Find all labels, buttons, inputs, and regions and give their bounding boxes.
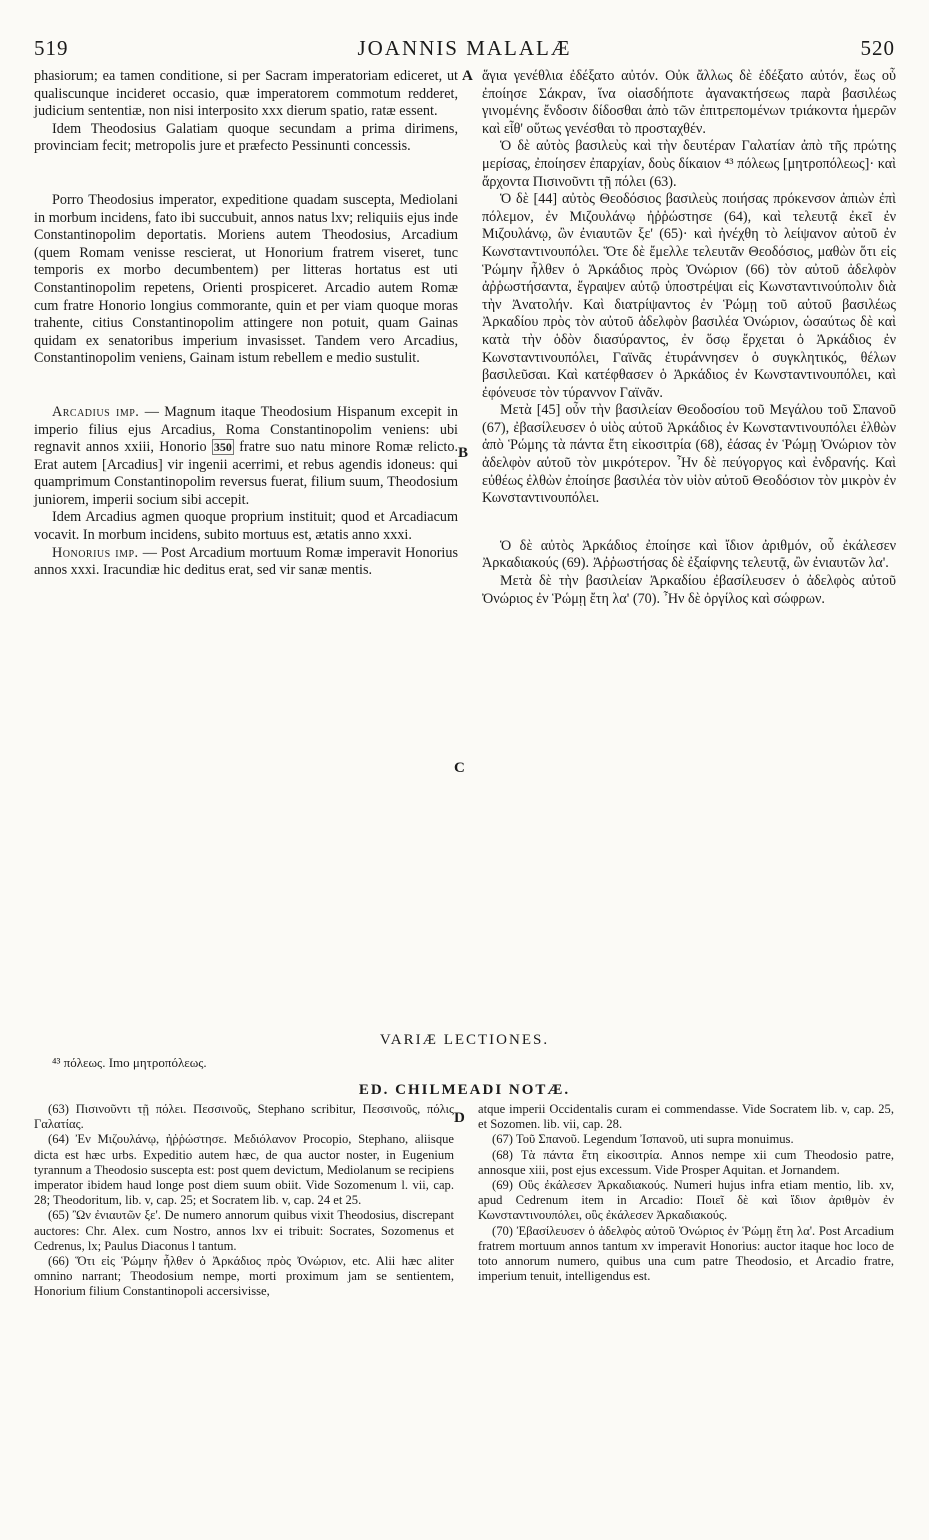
footnote: (70) Ἐβασίλευσεν ὁ ἀδελφὸς αὐτοῦ Ὀνώριος ἐν Ῥώμῃ ἔτη λα'. Post Arcadium fratrem mortuum annos tantum xv imperavit Honorius: auctor itaque hoc loco de toto annorum numero, quibus una cum patre Theodosio, et Arcadio fratre, imperium tenuit, intelligendus est. bbox=[478, 1223, 894, 1284]
page-number-right: 520 bbox=[860, 36, 895, 60]
running-head bbox=[34, 36, 895, 60]
footnote: (69) Οὓς ἐκάλεσεν Ἀρκαδιακούς. Numeri hujus infra etiam mentio, lib. xv, apud Cedrenum item in Arcadio: Ποιεῖ δὲ καὶ ἴδιον ἀριθμὸν ἐν Κωνσταντινουπόλει, οὓς ἐκάλεσεν Ἀρκαδιακούς. bbox=[478, 1178, 894, 1223]
notes-heading: ED. CHILMEADI NOTÆ. bbox=[358, 1082, 571, 1098]
margin-marker-d: D bbox=[454, 1110, 465, 1126]
greek-column bbox=[482, 68, 896, 608]
footnote: (68) Τὰ πάντα ἔτη εἰκοσιτρία. Annos nempe xii cum Theodosio patre, annosque xiii, post ejus excessum. Vide Prosper Aquitan. et Jornandem. bbox=[478, 1147, 894, 1177]
latin-text: fratre suo natu minore Romæ relicto. Erat autem [Arcadius] vir ingenii acerrimi, et rebus agendis idoneus: qui quamprimum Constantinopolim reversus fuerat, filium suum, Theodosium juniorem, imperii socium sibi accepit. bbox=[34, 439, 459, 508]
latin-column bbox=[34, 68, 458, 580]
notes-right-column bbox=[478, 1102, 894, 1284]
section-label-arcadius: Arcadius imp. bbox=[52, 403, 140, 420]
footnote: (64) Ἐν Μιζουλάνῳ, ἠῤῥώστησε. Μεδιόλανον Procopio, Stephano, aliisque dicta est hæc urbs. Expeditio autem hæc, de qua auctor noster, in Eugenium tyrannum a Theodosio suscepta est: post quem devictum, Mediolanum se recipiens imperator ibidem haud longe post diem suum obiit. Vide Sozomenum l. vii, cap. 28; Theodoritum, lib. v, cap. 25; et Socratem lib. v, cap. 24 et 25. bbox=[34, 1132, 454, 1208]
greek-paragraph: Ὁ δὲ [44] αὐτὸς Θεοδόσιος βασιλεὺς ποιήσας πρόκενσον ἀπιὼν ἐπὶ πόλεμον, ἐν Μιζουλάνῳ ἠῤῥώστησε (64), καὶ τελευτᾷ ἐκεῖ ἐν Μιζουλάνῳ, ὢν ἐνιαυτῶν ξε' (65)· καὶ ἠνέχθη τὸ λείψανον αὐτοῦ ἐν Κωνσταντινουπόλει. Ὅτε δὲ ἔμελλε τελευτᾶν Θεοδόσιος, μαθὼν ὅτι εἰς Ῥώμην ἦλθεν ὁ Ἀρκάδιος πρὸς Ὀνώριον (66) τὸν αὐτοῦ ἀδελφὸν ἀῤῥωστήσαντα, ἔγραψεν αὐτῷ ὑποστρέψαι εἰς Κωνσταντινούπολιν διὰ τὴν Ἀνατολήν. Καὶ διατρίψαντος ἐν Ῥώμῃ τοῦ αὐτοῦ βασιλέως Ἀρκαδίου πρὸς τὸν αὐτοῦ ἀδελφὸν βασιλέα Ὀνώριον, ὡσαύτως δὲ καὶ κατὰ τὴν ὁδὸν διασύραντος, ἐν ὅσῳ ἔρχεται ὁ Ἀρκάδιος ἐν Κωνσταντινουπόλει, Γαϊνᾶς ἐτυράννησεν ὁ συγκλητικός, θέλων βασιλεῦσαι. Καὶ κατέφθασεν ὁ Ἀρκάδιος ἐν Κωνσταντινουπόλει, καὶ ἐφόνευσε τὸν τύραννον Γαϊνᾶν. bbox=[482, 191, 896, 401]
latin-paragraph-arcadius bbox=[34, 404, 458, 510]
latin-paragraph: Idem Theodosius Galatiam quoque secundam a prima dirimens, provinciam fecit; metropolis jure et præfecto Pessinunti concessis. bbox=[34, 120, 458, 155]
margin-marker-b: B bbox=[458, 445, 469, 461]
greek-paragraph: Ὁ δὲ αὐτὸς Ἀρκάδιος ἐποίησε καὶ ἴδιον ἀριθμόν, οὗ ἐκάλεσεν Ἀρκαδιακούς (69). Ἀῤῥωστήσας δὲ ἐξαίφνης τελευτᾷ, ὢν ἐνιαυτῶν λα'. bbox=[482, 537, 896, 572]
footnote: (66) Ὅτι εἰς Ῥώμην ἦλθεν ὁ Ἀρκάδιος πρὸς Ὀνώριον, etc. Alii hæc aliter omnino narrant; Theodosium nempe, morti proximum jam se sentientem, Honorium filium Constantinopoli accersivisse, bbox=[34, 1254, 454, 1299]
footnote: (65) Ὢν ἐνιαυτῶν ξε'. De numero annorum quibus vixit Theodosius, discrepant auctores: Chr. Alex. cum Nostro, annos lxv ei tribuit: Socrates, Sozomenus et Cedrenus, lx; Paulus Diaconus l tantum. bbox=[34, 1208, 454, 1253]
latin-paragraph: Idem Arcadius agmen quoque proprium instituit; quod et Arcadiacum vocavit. In morbum incidens, subito mortuus est, ætatis anno xxxi. bbox=[34, 509, 458, 544]
footnote: (67) Τοῦ Σπανοῦ. Legendum Ἰσπανοῦ, uti supra monuimus. bbox=[492, 1132, 794, 1147]
section-label-honorius: Honorius imp. bbox=[52, 544, 139, 561]
variae-lectiones-heading: VARIÆ LECTIONES. bbox=[379, 1032, 550, 1048]
margin-marker-c: C bbox=[454, 760, 465, 776]
margin-marker-a: A bbox=[462, 68, 473, 84]
running-title: JOANNIS MALALÆ bbox=[357, 36, 572, 60]
greek-paragraph: ἅγια γενέθλια ἐδέξατο αὐτόν. Οὐκ ἄλλως δὲ ἐδέξατο αὐτόν, ἕως οὗ ἐποίησε Σάκραν, ἵνα οἱασδήποτε ἀγανακτήσεως παρὰ βασιλέως γινομένης ἔνδοσιν δίδοσθαι ἀπὸ τῶν ἐπιτρεπομένων τριάκοντα ἡμερῶν καὶ εἶθ' οὕτως γενέσθαι τὸ προσταχθέν. bbox=[482, 68, 896, 137]
greek-paragraph: Μετὰ [45] οὖν τὴν βασιλείαν Θεοδοσίου τοῦ Μεγάλου τοῦ Σπανοῦ (67), ἐβασίλευσεν ὁ υἱὸς αὐτοῦ Ἀρκάδιος ἐν Κωνσταντινουπόλει ἐλθὼν ἀπὸ Ῥώμης τὰ πάντα ἔτη εἰκοσιτρία (68), ἐάσας ἐν Ῥώμῃ Ὀνώριον τὸν ἀδελφὸν αὐτοῦ τὸν μικρότερον. Ἦν δὲ πεύγοργος καὶ ἐνδρανής. Καὶ εὐθέως ἐλθὼν ἐποίησε βασιλέα τὸν υἱὸν αὐτοῦ Θεοδόσιον τὸν μικρὸν ἐν Κωνσταντινουπόλει. bbox=[482, 402, 896, 507]
latin-text: — Magnum itaque Theodosium Hispanum excepit in imperio filius ejus Arcadius, Roma Constantinopolim veniens: ubi regnavit annos xxiii, Honorio bbox=[34, 403, 458, 456]
latin-paragraph: phasiorum; ea tamen conditione, si per Sacram imperatoriam ediceret, ut qualiscunque incideret occasio, quæ imperatorem commotum redderet, judicium sententiæ, non nisi interposito xxx dierum spatio, ratæ essent. bbox=[34, 68, 458, 120]
page-number-left: 519 bbox=[34, 36, 69, 60]
notes-left-column bbox=[34, 1102, 454, 1300]
greek-paragraph: Μετὰ δὲ τὴν βασιλείαν Ἀρκαδίου ἐβασίλευσεν ὁ ἀδελφὸς αὐτοῦ Ὀνώριος ἐν Ῥώμῃ ἔτη λα' (70). Ἦν δὲ ὀργίλος καὶ σώφρων. bbox=[482, 573, 896, 607]
variant-reading-note: ⁴³ πόλεως. Imo μητροπόλεως. bbox=[52, 1055, 207, 1070]
latin-text: — Post Arcadium mortuum Romæ imperavit Honorius annos xxxi. Iracundiæ hic deditus erat, sed vir sanæ mentis. bbox=[34, 544, 458, 579]
greek-paragraph: Ὁ δὲ αὐτὸς βασιλεὺς καὶ τὴν δευτέραν Γαλατίαν ἀπὸ τῆς πρώτης μερίσας, ἐποίησεν ἐπαρχίαν, δοὺς δίκαιον ⁴³ πόλεως [μητροπόλεως]· καὶ ἄρχοντα Πισινοῦντι τῇ πόλει (63). bbox=[482, 138, 896, 190]
column-number-mark: 350 bbox=[213, 440, 232, 455]
footnote-continuation: atque imperii Occidentalis curam ei commendasse. Vide Socratem lib. v, cap. 25, et Sozomen. lib. vii, cap. 28. bbox=[478, 1102, 894, 1132]
footnote: (63) Πισινοῦντι τῇ πόλει. Πεσσινοῦς, Stephano scribitur, Πεσσινοῦς, πόλις Γαλατίας. bbox=[34, 1102, 454, 1132]
latin-paragraph: Porro Theodosius imperator, expeditione quadam suscepta, Mediolani in morbum incidens, fato ibi succubuit, annos natus lxv; reliquiis ejus inde Constantinopolim deportatis. Moriens autem Theodosius, Arcadium (quem Romam venisse rescierat, ut Honorium fratrem viseret, tunc temporis ex morbo decumbentem) per litteras hortatus est uti Constantinopolim repetens, Orienti prospiceret. Arcadio autem Romæ cum fratre Honorio longius commorante, quin et per viam quoque moras trahente, citius Constantinopolim attingere non potuit, quam Gainas quidam ex senatoribus imperium invasisset. Tandem vero Arcadius, Constantinopolim veniens, Gainam istum rebellem e medio sustulit. bbox=[34, 191, 458, 367]
latin-paragraph-honorius bbox=[34, 545, 458, 580]
